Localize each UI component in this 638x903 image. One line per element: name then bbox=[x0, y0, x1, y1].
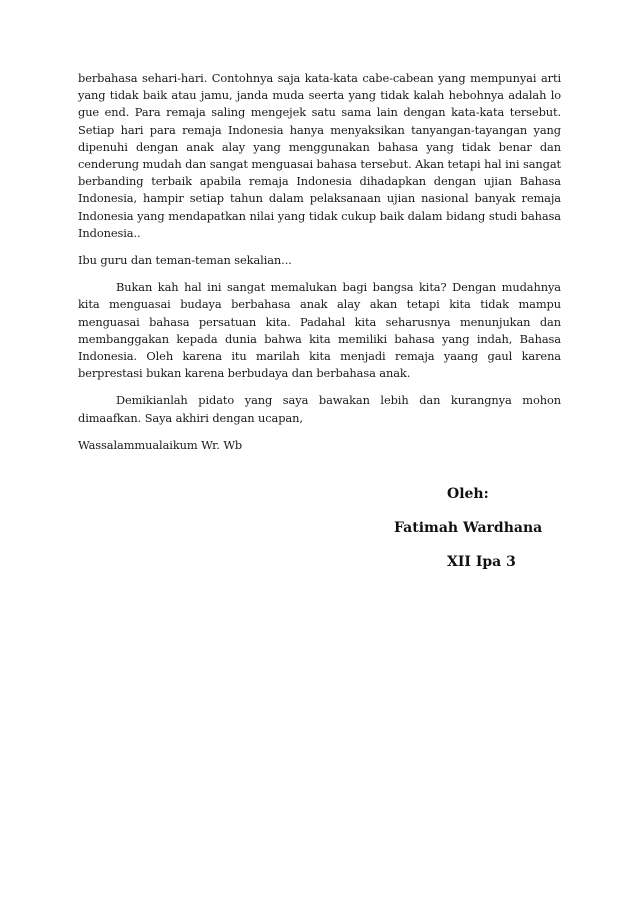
signature-label: Oleh: bbox=[447, 486, 489, 502]
signature-class: XII Ipa 3 bbox=[447, 554, 516, 570]
paragraph-greeting: Ibu guru dan teman-teman sekalian... bbox=[78, 253, 292, 268]
signature-name: Fatimah Wardhana bbox=[394, 520, 543, 536]
paragraph-closing: Demikianlah pidato yang saya bawakan lebih dan kurangnya mohon dimaafkan. Saya akhiri dengan ucapan, bbox=[78, 393, 561, 425]
paragraph-salam: Wassalammualaikum Wr. Wb bbox=[78, 437, 243, 452]
paragraph-1: berbahasa sehari-hari. Contohnya saja kata-kata cabe-cabean yang mempunyai arti yang tidak baik atau jamu, janda muda seerta yang tidak kalah hebohnya adalah lo gue end. Para remaja saling mengejek satu sama lain dengan kata-kata tersebut. Setiap hari para remaja Indonesia hanya menyaksikan tanyangan-tayangan yang dipenuhi dengan anak alay yang menggunakan bahasa yang tidak benar dan cenderung mudah dan sangat menguasai bahasa tersebut. Akan tetapi hal ini sangat berbanding terbaik apabila remaja Indonesia dihadapkan dengan ujian Bahasa Indonesia, hampir setiap tahun dalam pelaksanaan ujian nasional banyak remaja Indonesia yang mendapatkan nilai yang tidak cukup baik dalam bidang studi bahasa Indonesia.. bbox=[78, 71, 561, 240]
document-body bbox=[78, 70, 561, 464]
paragraph-2: Bukan kah hal ini sangat memalukan bagi bangsa kita? Dengan mudahnya kita menguasai budaya berbahasa anak alay akan tetapi kita tidak mampu menguasai bahasa persatuan kita. Padahal kita seharusnya menunjukan dan membanggakan kepada dunia bahwa kita memiliki bahasa yang indah, Bahasa Indonesia. Oleh karena itu marilah kita menjadi remaja yaang gaul karena berprestasi bukan karena berbudaya dan berbahasa anak. bbox=[78, 280, 561, 381]
